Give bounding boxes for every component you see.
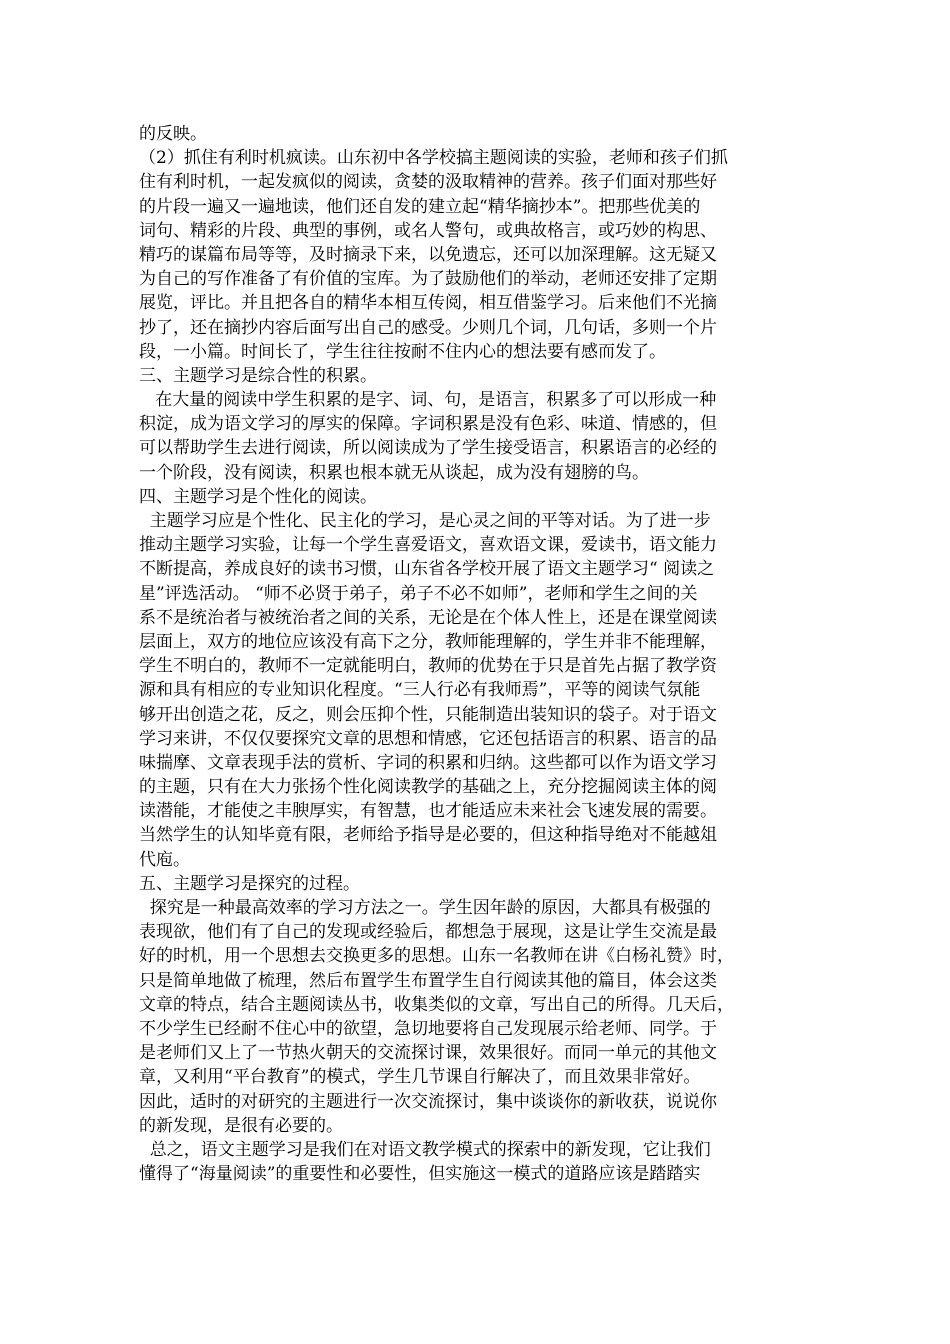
text-line: 推动主题学习实验，让每一个学生喜爱语文，喜欢语文课，爱读书，语文能力	[139, 535, 717, 556]
text-line: 层面上，双方的地位应该没有高下之分，教师能理解的，学生并非不能理解，	[139, 631, 717, 652]
text-line: 总之，语文主题学习是我们在对语文教学模式的探索中的新发现，它让我们	[139, 1139, 711, 1160]
text-line: 只是简单地做了梳理，然后布置学生布置学生自行阅读其他的篇目，体会这类	[139, 970, 717, 991]
section-heading: 四、主题学习是个性化的阅读。	[139, 486, 377, 507]
section-heading: 三、主题学习是综合性的积累。	[139, 365, 377, 386]
text-line: 的主题，只有在大力张扬个性化阅读教学的基础之上，充分挖掘阅读主体的阅	[139, 777, 717, 798]
text-line: 为自己的写作准备了有价值的宝库。为了鼓励他们的举动，老师还安排了定期	[139, 269, 717, 290]
text-line: 星”评选活动。 “师不必贤于弟子，弟子不必不如师”，老师和学生之间的关	[139, 583, 698, 604]
text-line: 在大量的阅读中学生积累的是字、词、句，是语言，积累多了可以形成一种	[139, 390, 717, 411]
text-line: 读潜能，才能使之丰腴厚实，有智慧，也才能适应未来社会飞速发展的需要。	[139, 801, 717, 822]
text-line: 展览，评比。并且把各自的精华本相互传阅，相互借鉴学习。后来他们不光摘	[139, 293, 717, 314]
text-line: 的片段一遍又一遍地读，他们还自发的建立起“精华摘抄本”。把那些优美的	[139, 196, 701, 217]
text-line: 代庖。	[139, 849, 190, 870]
text-line: 是老师们又上了一节热火朝天的交流探讨课，效果很好。而同一单元的其他文	[139, 1043, 717, 1064]
text-line: 因此，适时的对研究的主题进行一次交流探讨，集中谈谈你的新收获，说说你	[139, 1091, 717, 1112]
text-line: 懂得了“海量阅读”的重要性和必要性，但实施这一模式的道路应该是踏踏实	[139, 1164, 701, 1185]
text-line: 够开出创造之花，反之，则会压抑个性，只能制造出装知识的袋子。对于语文	[139, 704, 717, 725]
text-line: 不断提高，养成良好的读书习惯，山东省各学校开展了语文主题学习“ 阅读之	[139, 559, 715, 580]
text-line: 积淀，成为语文学习的厚实的保障。字词积累是没有色彩、味道、情感的，但	[139, 414, 717, 435]
text-line: 文章的特点，结合主题阅读丛书，收集类似的文章，写出自己的所得。几天后，	[139, 994, 734, 1015]
text-line: 当然学生的认知毕竟有限，老师给予指导是必要的，但这种指导绝对不能越俎	[139, 825, 717, 846]
text-line: 味揣摩、文章表现手法的赏析、字词的积累和归纳。这些都可以作为语文学习	[139, 752, 717, 773]
text-line: 可以帮助学生去进行阅读，所以阅读成为了学生接受语言，积累语言的必经的	[139, 438, 717, 459]
text-line: 的新发现，是很有必要的。	[139, 1115, 343, 1136]
text-line: 探究是一种最高效率的学习方法之一。学生因年龄的原因，大都具有极强的	[139, 898, 711, 918]
text-line: 学习来讲，不仅仅要探究文章的思想和情感，它还包括语言的积累、语言的品	[139, 728, 717, 749]
text-line: 的反映。	[139, 124, 207, 144]
text-line: 主题学习应是个性化、民主化的学习，是心灵之间的平等对话。为了进一步	[139, 511, 711, 531]
text-line: 源和具有相应的专业知识化程度。“三人行必有我师焉”，平等的阅读气氛能	[139, 680, 701, 701]
text-line: 一个阶段，没有阅读，积累也根本就无从谈起，成为没有翅膀的鸟。	[139, 462, 649, 483]
text-line: 学生不明白的，教师不一定就能明白，教师的优势在于只是首先占据了教学资	[139, 656, 717, 677]
text-line: 系不是统治者与被统治者之间的关系，无论是在个体人性上，还是在课堂阅读	[139, 607, 717, 628]
text-line: 段，一小篇。时间长了，学生往往按耐不住内心的想法要有感而发了。	[139, 341, 666, 362]
text-line: 好的时机，用一个思想去交换更多的思想。山东一名教师在讲《白杨礼赞》时，	[139, 946, 734, 967]
text-line: 表现欲，他们有了自己的发现或经验后，都想急于展现，这是让学生交流是最	[139, 922, 717, 943]
text-line: （2）抓住有利时机疯读。山东初中各学校搞主题阅读的实验，老师和孩子们抓	[139, 148, 728, 169]
text-line: 抄了，还在摘抄内容后面写出自己的感受。少则几个词，几句话，多则一个片	[139, 317, 717, 338]
document-body	[139, 122, 819, 1186]
text-line: 住有利时机，一起发疯似的阅读，贪婪的汲取精神的营养。孩子们面对那些好	[139, 172, 717, 193]
section-heading: 五、主题学习是探究的过程。	[139, 873, 360, 894]
text-line: 词句、精彩的片段、典型的事例，或名人警句，或典故格言，或巧妙的构思、	[139, 220, 717, 241]
text-line: 章，又利用“平台教育”的模式，学生几节课自行解决了，而且效果非常好。	[139, 1067, 701, 1088]
text-line: 不少学生已经耐不住心中的欲望，急切地要将自己发现展示给老师、同学。于	[139, 1018, 717, 1039]
text-line: 精巧的谋篇布局等等，及时摘录下来，以免遗忘，还可以加深理解。这无疑又	[139, 244, 717, 265]
